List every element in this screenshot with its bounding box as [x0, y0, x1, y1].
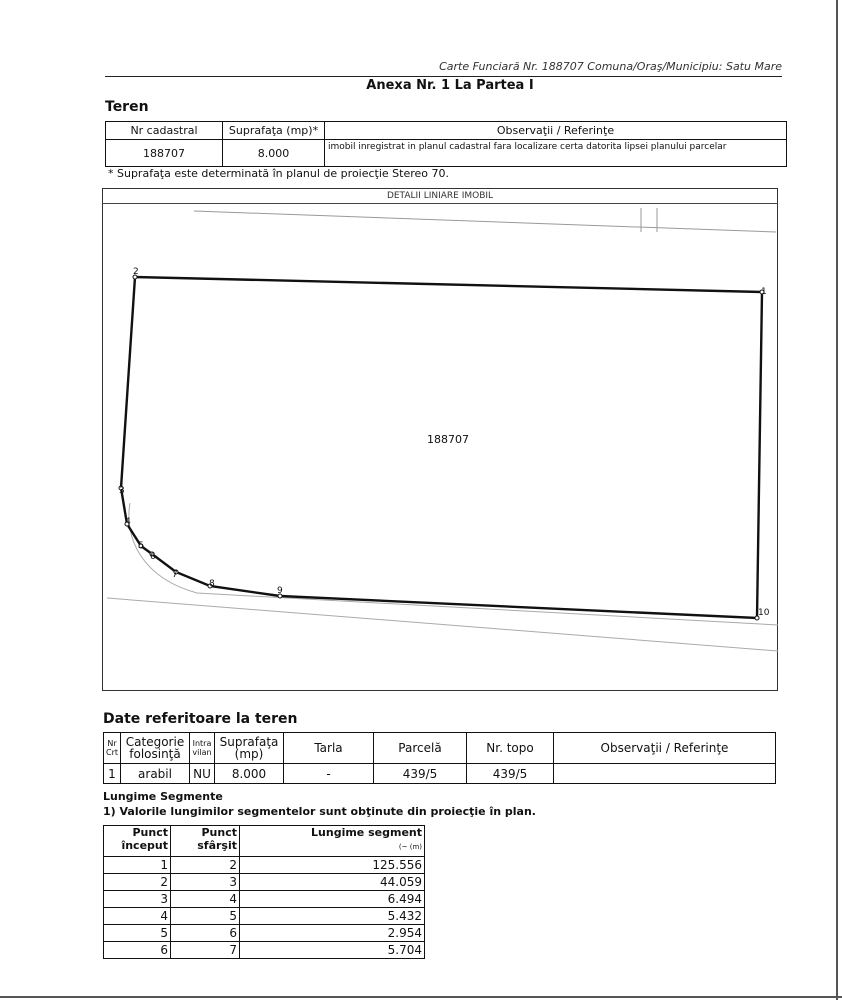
section-title-teren: Teren: [105, 99, 149, 115]
document-reference: Carte Funciară Nr. 188707 Comuna/Oraş/Municipiu: Satu Mare: [439, 60, 782, 73]
cell-end: 3: [171, 874, 240, 891]
cell-start: 3: [104, 891, 171, 908]
cell-categorie: arabil: [121, 764, 190, 784]
cell-nr-topo: 439/5: [467, 764, 554, 784]
table-row: [104, 925, 425, 942]
cell-end: 6: [171, 925, 240, 942]
cell-suprafata-teren: 8.000: [215, 764, 284, 784]
parcel-vertices: [119, 275, 764, 620]
cell-length: 5.432: [240, 908, 425, 925]
col-punct-sfarsit-line1: Punct: [201, 826, 237, 839]
vertex-label-5: 5: [138, 541, 144, 551]
table-row: [104, 891, 425, 908]
table-row: [104, 908, 425, 925]
col-punct-inceput-line1: Punct: [132, 826, 168, 839]
col-parcela: Parcelă: [374, 733, 467, 764]
cell-suprafata: 8.000: [223, 140, 325, 167]
cell-end: 2: [171, 857, 240, 874]
page-border-bottom: [0, 996, 842, 998]
cell-start: 4: [104, 908, 171, 925]
table-row: [104, 857, 425, 874]
vertex-label-8: 8: [209, 579, 215, 589]
vertex-label-10: 10: [758, 608, 770, 618]
header-divider: [105, 76, 782, 77]
segment-lengths-note: 1) Valorile lungimilor segmentelor sunt obţinute din proiecţie în plan.: [103, 805, 536, 818]
teren-table-header: [106, 122, 787, 140]
vertex-label-4: 4: [125, 517, 131, 527]
section-title-date-teren: Date referitoare la teren: [103, 711, 298, 727]
road-line-top: [194, 211, 776, 232]
segment-lengths-title: Lungime Segmente: [103, 790, 223, 803]
col-observatii-teren: Observaţii / Referinţe: [554, 733, 776, 764]
road-edge-outer: [107, 598, 778, 651]
table-row: [104, 874, 425, 891]
col-suprafata-teren: Suprafaţa (mp): [215, 733, 284, 764]
vertex-label-9: 9: [277, 586, 283, 596]
plan-header: DETALII LINIARE IMOBIL: [386, 191, 494, 201]
parcel-plan: [102, 188, 778, 691]
cell-length: 44.059: [240, 874, 425, 891]
cell-nr-cadastral: 188707: [106, 140, 223, 167]
surface-footnote: * Suprafaţa este determinată în planul de proiecţie Stereo 70.: [108, 167, 450, 180]
cell-length: 125.556: [240, 857, 425, 874]
col-categorie: Categorie folosinţă: [121, 733, 190, 764]
col-nr-crt: Nr Crt: [104, 733, 121, 764]
col-nr-topo: Nr. topo: [467, 733, 554, 764]
page-border-right: [836, 0, 838, 1000]
table-row: [106, 140, 787, 167]
col-nr-cadastral: Nr cadastral: [106, 122, 223, 140]
col-lungime-unit: (~ (m): [398, 843, 422, 851]
date-teren-table: [103, 732, 776, 784]
annex-title: Anexa Nr. 1 La Partea I: [366, 78, 534, 93]
col-suprafata: Suprafaţa (mp)*: [223, 122, 325, 140]
cell-length: 2.954: [240, 925, 425, 942]
cell-end: 4: [171, 891, 240, 908]
cell-observatii: imobil inregistrat in planul cadastral fara localizare certa datorita lipsei planului parcelar: [325, 140, 787, 167]
segment-table-header: [104, 826, 425, 857]
cell-length: 6.494: [240, 891, 425, 908]
col-tarla: Tarla: [284, 733, 374, 764]
vertex-label-7: 7: [172, 570, 178, 580]
vertex-label-2: 2: [133, 267, 139, 277]
cell-intravilan: NU: [190, 764, 215, 784]
cell-end: 5: [171, 908, 240, 925]
col-observatii: Observaţii / Referinţe: [325, 122, 787, 140]
table-row: [104, 764, 776, 784]
parcel-boundary: [121, 277, 762, 618]
cell-end: 7: [171, 942, 240, 959]
segment-lengths-table: [103, 825, 425, 959]
cell-start: 2: [104, 874, 171, 891]
road-edge-inner: [129, 503, 778, 625]
road-marker: [641, 208, 657, 232]
col-intravilan: Intra vilan: [190, 733, 215, 764]
vertex-label-3: 3: [119, 486, 125, 496]
cell-parcela: 439/5: [374, 764, 467, 784]
table-row: [104, 942, 425, 959]
col-lungime: [240, 826, 425, 857]
vertex-label-1: 1: [761, 287, 767, 297]
cell-length: 5.704: [240, 942, 425, 959]
cell-nr-crt: 1: [104, 764, 121, 784]
cell-tarla: -: [284, 764, 374, 784]
col-punct-sfarsit-line2: sfârşit: [197, 839, 237, 852]
col-punct-sfarsit: [171, 826, 240, 857]
cell-start: 6: [104, 942, 171, 959]
vertex-label-6: 6: [150, 552, 156, 562]
date-teren-header: [104, 733, 776, 764]
col-punct-inceput: [104, 826, 171, 857]
col-punct-inceput-line2: început: [121, 839, 168, 852]
cell-start: 5: [104, 925, 171, 942]
col-lungime-line1: Lungime segment: [311, 826, 422, 839]
parcel-label: 188707: [427, 433, 469, 446]
teren-table: [105, 121, 787, 167]
cell-observatii-teren: [554, 764, 776, 784]
cell-start: 1: [104, 857, 171, 874]
